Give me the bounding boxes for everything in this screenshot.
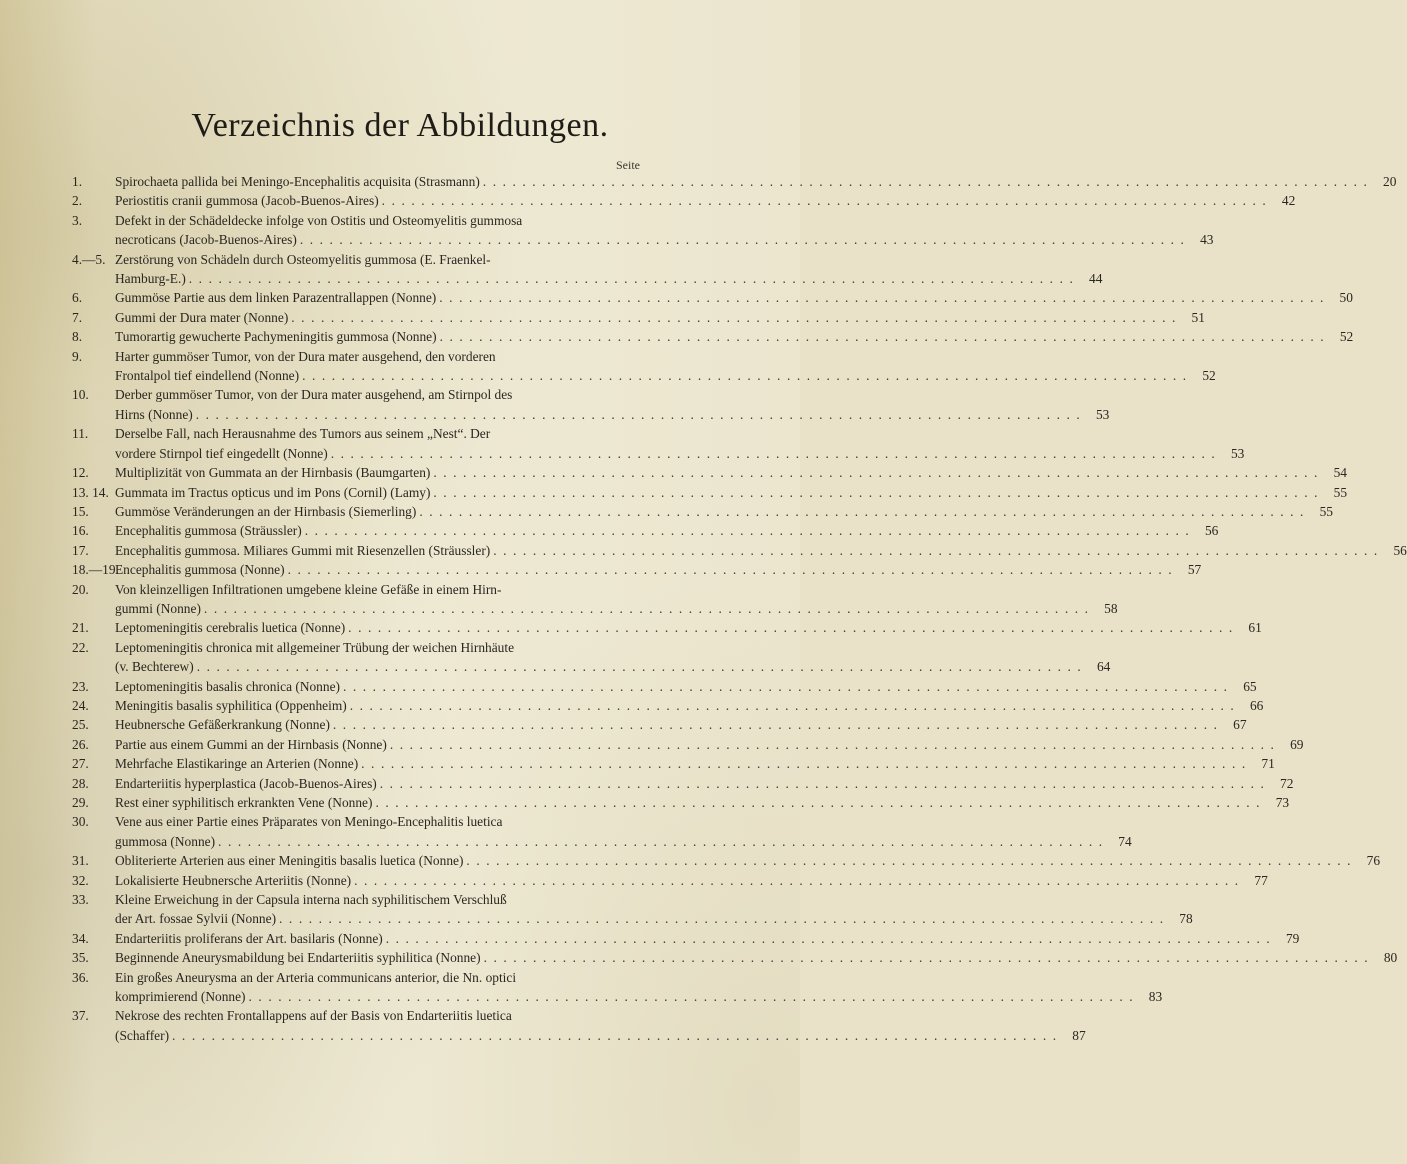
caption-line [115,444,1245,463]
page-number: 54 [1333,465,1347,481]
caption-line [115,715,1247,734]
dot-leader [328,444,1217,463]
caption-line [115,909,1193,928]
figure-caption [115,871,1268,890]
caption-line [115,657,1111,676]
figure-entry [72,347,1216,386]
caption-text: Tumorartig gewucherte Pachymeningitis gummosa (Nonne) [115,329,437,345]
dot-leader [481,948,1370,967]
figure-caption [115,1006,1086,1045]
figure-entry [72,521,1219,540]
figure-caption [115,851,1381,870]
caption-line [115,424,642,443]
figure-entry [72,288,1353,307]
page-title: Verzeichnis der Abbildungen. [191,107,609,144]
page-number: 50 [1339,290,1353,306]
figure-caption [115,560,1202,579]
figure-entry [72,793,1290,812]
caption-line [115,851,1381,870]
figure-caption [115,211,1214,250]
dot-leader [383,929,1272,948]
figure-number: 21. [72,620,89,636]
dot-leader [463,851,1352,870]
figure-caption [115,250,1103,289]
caption-line [115,677,1257,696]
caption-text: Endarteriitis hyperplastica (Jacob-Buenos-Aires) [115,775,377,791]
figure-caption [115,715,1247,734]
caption-line [115,172,1397,191]
caption-line [115,327,1354,346]
dot-leader [215,832,1104,851]
figure-caption [115,638,1111,677]
dot-leader [430,483,1319,502]
page-number: 51 [1191,309,1205,325]
figure-caption [115,172,1397,191]
figure-entry [72,948,1398,967]
caption-text: Von kleinzelligen Infiltrationen umgebene kleine Gefäße in einem Hirn- [115,581,502,597]
caption-line [115,599,1118,618]
dot-leader [186,269,1075,288]
caption-text: Endarteriitis proliferans der Art. basilaris (Nonne) [115,930,383,946]
figure-entry [72,308,1205,327]
figure-entry [72,715,1247,734]
caption-text: Partie aus einem Gummi an der Hirnbasis (Nonne) [115,736,387,752]
page-number: 61 [1248,620,1262,636]
figure-number: 17. [72,542,89,558]
page-number: 53 [1230,445,1245,461]
page-number: 57 [1187,562,1202,578]
figure-number: 37. [72,1008,89,1024]
dot-leader [276,909,1165,928]
dot-leader [372,793,1261,812]
caption-text: Spirochaeta pallida bei Meningo-Encephalitis acquisita (Strasmann) [115,174,480,189]
page-number: 64 [1096,659,1111,675]
figure-entry [72,851,1381,870]
figure-caption [115,483,1348,502]
caption-line [115,968,642,987]
dot-leader [302,521,1191,540]
caption-text: Hamburg-E.) [115,271,186,287]
caption-line [115,774,1294,793]
figure-number: 16. [72,523,89,539]
figure-number: 20. [72,581,89,597]
figure-caption [115,288,1353,307]
page-number: 44 [1089,271,1103,287]
figure-number: 24. [72,697,89,713]
figure-number: 36. [72,969,89,985]
figure-caption [115,812,1132,851]
figure-entry [72,483,1348,502]
figure-number: 26. [72,736,89,752]
dot-leader [345,618,1234,637]
caption-line [115,230,1214,249]
figure-number: 33. [72,892,89,908]
caption-text: Lokalisierte Heubnersche Arteriitis (Nonne) [115,872,352,888]
dot-leader [387,735,1276,754]
caption-text: Heubnersche Gefäßerkrankung (Nonne) [115,717,330,733]
figure-number: 31. [72,853,89,869]
figure-entry [72,580,1118,619]
caption-text: der Art. fossae Sylvii (Nonne) [115,911,277,927]
figure-entry [72,211,1214,250]
caption-line [115,250,642,269]
caption-text: gummosa (Nonne) [115,833,216,849]
figure-number: 10. [72,387,89,403]
dot-leader [297,230,1186,249]
figure-number: 9. [72,348,83,364]
figure-number: 12. [72,465,89,481]
figure-entry [72,774,1294,793]
figure-entry [72,191,1296,210]
figure-number: 28. [72,775,89,791]
caption-text: Obliterierte Arterien aus einer Meningitis basalis luetica (Nonne) [115,853,464,869]
figure-entry [72,812,1132,851]
caption-line [115,560,1202,579]
caption-text: Zerstörung von Schädeln durch Osteomyelitis gummosa (E. Fraenkel- [115,251,491,267]
figure-number: 3. [72,212,83,228]
figure-caption [115,929,1300,948]
figure-caption [115,890,1193,929]
figure-entry [72,871,1268,890]
dot-leader [288,308,1177,327]
figure-entry [72,327,1354,346]
figure-caption [115,521,1219,540]
page-number: 56 [1393,542,1407,558]
figure-number: 15. [72,503,89,519]
page-number: 87 [1072,1027,1086,1043]
figure-entry [72,929,1300,948]
page-column-header: Seite [616,158,640,172]
caption-text: Derselbe Fall, nach Herausnahme des Tumors aus seinem „Nest“. Der [115,426,491,442]
figure-entry [72,463,1347,482]
figure-number: 30. [72,814,89,830]
caption-text: Harter gummöser Tumor, von der Dura mater ausgehend, den vorderen [115,348,496,364]
figure-caption [115,308,1205,327]
caption-text: Encephalitis gummosa (Sträussler) [115,523,302,539]
caption-line [115,871,1268,890]
caption-text: vordere Stirnpol tief eingedellt (Nonne) [115,445,328,461]
page-number: 83 [1148,989,1163,1005]
caption-line [115,832,1132,851]
figure-caption [115,463,1347,482]
figure-caption [115,948,1398,967]
caption-line [115,618,1262,637]
caption-line [115,793,1290,812]
caption-text: Defekt in der Schädeldecke infolge von Ostitis und Osteomyelitis gummosa [115,212,523,228]
figure-entry [72,638,1111,677]
figure-number: 18.—19. [72,562,119,578]
caption-text: (v. Bechterew) [115,659,194,675]
figure-caption [115,793,1290,812]
dot-leader [480,172,1369,191]
caption-line [115,347,642,366]
caption-text: Periostitis cranii gummosa (Jacob-Buenos-Aires) [115,193,379,209]
figure-entry [72,677,1257,696]
dot-leader [330,715,1219,734]
page-number: 42 [1281,193,1296,209]
figure-caption [115,385,1110,424]
figure-caption [115,754,1275,773]
caption-text: Kleine Erweichung in der Capsula interna nach syphilitischem Verschluß [115,892,507,908]
figure-number: 2. [72,193,83,209]
figure-number: 32. [72,872,89,888]
caption-text: Frontalpol tief eindellend (Nonne) [115,368,300,384]
caption-line [115,366,1216,385]
caption-line [115,580,642,599]
page-number: 72 [1280,775,1294,791]
figure-entry [72,541,1407,560]
caption-line [115,483,1348,502]
caption-line [115,1006,642,1025]
figure-entry [72,560,1202,579]
caption-text: Gummi der Dura mater (Nonne) [115,309,289,325]
caption-text: gummi (Nonne) [115,600,201,616]
dot-leader [169,1026,1058,1045]
figure-entry [72,250,1103,289]
figure-caption [115,696,1264,715]
dot-leader [246,987,1135,1006]
caption-line [115,541,1407,560]
figure-number: 29. [72,795,89,810]
figure-entry [72,172,1397,191]
page-number: 78 [1179,911,1193,927]
caption-text: necroticans (Jacob-Buenos-Aires) [115,232,297,248]
page-number: 52 [1202,368,1216,384]
page-number: 43 [1200,232,1214,248]
caption-line [115,288,1353,307]
figure-entry [72,385,1110,424]
figure-number: 8. [72,329,83,345]
caption-line [115,385,642,404]
dot-leader [285,560,1174,579]
caption-text: Ein großes Aneurysma an der Arteria communicans anterior, die Nn. optici [115,969,517,985]
figure-number: 1. [72,174,83,189]
caption-line [115,948,1398,967]
caption-text: (Schaffer) [115,1027,170,1043]
caption-line [115,191,1296,210]
caption-text: Leptomeningitis chronica mit allgemeiner Trübung der weichen Hirnhäute [115,639,515,655]
figure-entry [72,735,1304,754]
caption-line [115,308,1205,327]
figure-caption [115,677,1257,696]
caption-text: Multiplizität von Gummata an der Hirnbasis (Baumgarten) [115,465,431,481]
page-number: 65 [1243,678,1257,694]
page-number: 67 [1233,717,1247,733]
caption-text: Leptomeningitis basalis chronica (Nonne) [115,678,340,694]
page-number: 66 [1249,697,1264,713]
figure-entry [72,754,1275,773]
figure-entry [72,618,1262,637]
caption-line [115,890,642,909]
caption-text: Nekrose des rechten Frontallappens auf der Basis von Endarteriitis luetica [115,1008,512,1024]
figure-number: 34. [72,930,89,946]
page-number: 80 [1383,950,1398,966]
caption-line [115,696,1264,715]
figure-caption [115,735,1304,754]
caption-text: Encephalitis gummosa. Miliares Gummi mit Riesenzellen (Sträussler) [115,542,491,558]
page-number: 71 [1261,756,1275,772]
dot-leader [358,754,1247,773]
figure-entry [72,502,1333,521]
page-number: 55 [1333,484,1348,500]
caption-line [115,269,1103,288]
caption-text: Beginnende Aneurysmabildung bei Endarteriitis syphilitica (Nonne) [115,950,481,966]
figure-number: 13. 14. [72,484,109,500]
caption-line [115,502,1333,521]
caption-line [115,211,642,230]
caption-text: Meningitis basalis syphilitica (Oppenheim) [115,697,347,713]
dot-leader [340,677,1229,696]
page-number: 56 [1204,523,1219,539]
page-number: 73 [1275,795,1290,810]
caption-line [115,754,1275,773]
figure-caption [115,191,1296,210]
dot-leader [193,405,1082,424]
figure-number: 22. [72,639,89,655]
dot-leader [436,288,1325,307]
dot-leader [377,774,1266,793]
dot-leader [194,657,1083,676]
page-number: 53 [1095,406,1110,422]
caption-text: Gummata im Tractus opticus und im Pons (Cornil) (Lamy) [115,484,431,500]
caption-line [115,405,1110,424]
figure-caption [115,347,1216,386]
page-number: 58 [1104,600,1118,616]
caption-line [115,812,642,831]
dot-leader [347,696,1236,715]
dot-leader [490,541,1379,560]
caption-text: Derber gummöser Tumor, von der Dura mater ausgehend, am Stirnpol des [115,387,513,403]
caption-line [115,463,1347,482]
page-number: 69 [1290,736,1304,752]
caption-line [115,929,1300,948]
figure-list [72,172,1407,1045]
figure-entry [72,696,1264,715]
caption-line [115,1026,1086,1045]
dot-leader [379,191,1268,210]
figure-entry [72,890,1193,929]
caption-text: komprimierend (Nonne) [115,989,246,1005]
figure-caption [115,580,1118,619]
caption-text: Gummöse Partie aus dem linken Parazentrallappen (Nonne) [115,290,437,306]
figure-caption [115,541,1407,560]
page-number: 77 [1254,872,1268,888]
figure-caption [115,502,1333,521]
caption-text: Rest einer syphilitisch erkrankten Vene (Nonne) [115,795,373,810]
figure-number: 27. [72,756,89,772]
figure-number: 23. [72,678,89,694]
dot-leader [201,599,1090,618]
figure-caption [115,327,1354,346]
dot-leader [437,327,1326,346]
caption-text: Encephalitis gummosa (Nonne) [115,562,285,578]
figure-number: 6. [72,290,83,306]
caption-line [115,987,1163,1006]
figure-caption [115,774,1294,793]
caption-text: Mehrfache Elastikaringe an Arterien (Nonne) [115,756,359,772]
dot-leader [430,463,1319,482]
caption-line [115,735,1304,754]
page-number: 74 [1118,833,1132,849]
figure-number: 4.—5. [72,251,106,267]
caption-text: Leptomeningitis cerebralis luetica (Nonne) [115,620,346,636]
caption-text: Vene aus einer Partie eines Präparates von Meningo-Encephalitis luetica [115,814,503,830]
page-number: 20 [1383,174,1397,189]
caption-text: Hirns (Nonne) [115,406,193,422]
figure-caption [115,618,1262,637]
figure-entry [72,424,1245,463]
figure-number: 25. [72,717,89,733]
dot-leader [416,502,1305,521]
figure-caption [115,968,1163,1007]
figure-entry [72,968,1163,1007]
caption-line [115,521,1219,540]
figure-number: 35. [72,950,89,966]
page-number: 55 [1319,503,1333,519]
dot-leader [351,871,1240,890]
figure-caption [115,424,1245,463]
figure-number: 7. [72,309,83,325]
caption-text: Gummöse Veränderungen an der Hirnbasis (Siemerling) [115,503,417,519]
caption-line [115,638,642,657]
figure-number: 11. [72,426,89,442]
page-number: 76 [1366,853,1381,869]
dot-leader [299,366,1188,385]
page-number: 52 [1339,329,1354,345]
page-number: 79 [1285,930,1300,946]
figure-entry [72,1006,1086,1045]
